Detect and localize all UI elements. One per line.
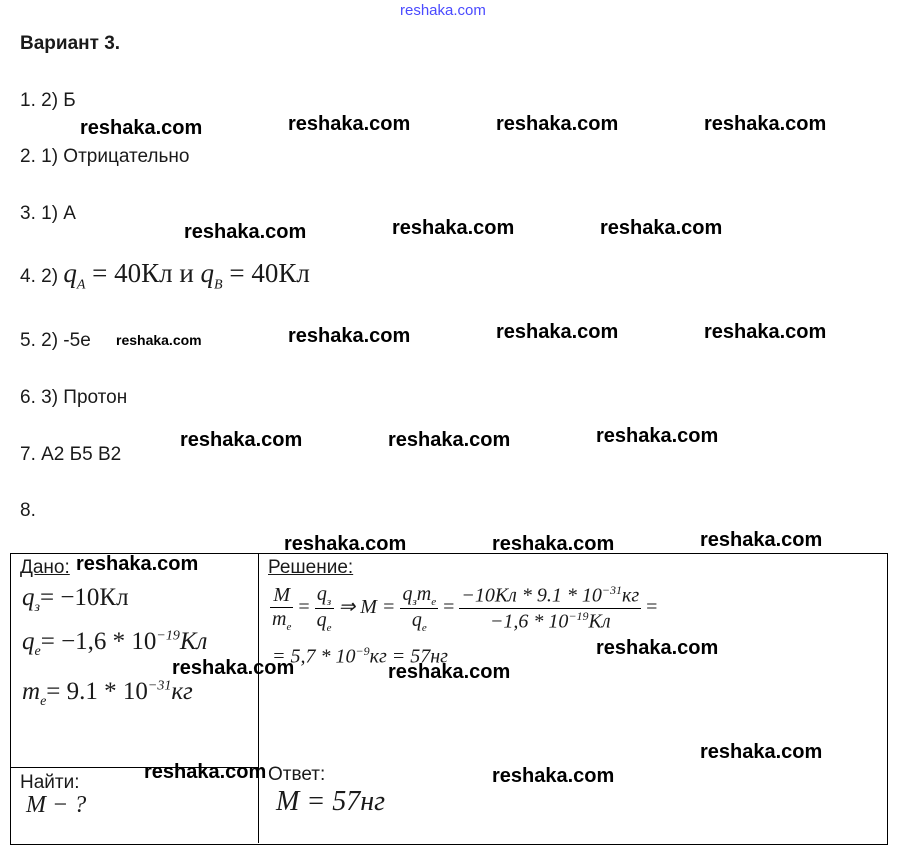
watermark: reshaka.com bbox=[596, 425, 719, 447]
final-answer: M = 57нг bbox=[276, 786, 386, 817]
watermark: reshaka.com bbox=[144, 761, 267, 783]
answer-7: 7. А2 Б5 В2 bbox=[20, 444, 122, 465]
answer-4-formula: $q_A = 40Кл$ и $q_B = 40Кл$ bbox=[63, 258, 310, 293]
watermark: reshaka.com bbox=[388, 429, 511, 451]
watermark: reshaka.com bbox=[184, 221, 307, 243]
given-charge-3: $q_з= -10Кл$ bbox=[22, 584, 129, 615]
watermark: reshaka.com bbox=[180, 429, 303, 451]
watermark: reshaka.com bbox=[600, 217, 723, 239]
watermark: reshaka.com bbox=[700, 741, 823, 763]
watermark: reshaka.com bbox=[116, 332, 202, 348]
answer-6: 6. 3) Протон bbox=[20, 387, 128, 408]
watermark-top: reshaka.com bbox=[400, 2, 486, 19]
answer-4 bbox=[20, 258, 310, 293]
watermark: reshaka.com bbox=[496, 321, 619, 343]
watermark: reshaka.com bbox=[392, 217, 515, 239]
solution-label: Решение: bbox=[268, 557, 354, 578]
page-title: Вариант 3. bbox=[20, 33, 121, 54]
given-electron-charge: $q_e= -1,6 * 10^{-19}Кл$ bbox=[22, 628, 208, 659]
given-label: Дано: bbox=[20, 557, 70, 578]
watermark: reshaka.com bbox=[704, 113, 827, 135]
answer-4-number: 4. 2) bbox=[20, 266, 59, 287]
find-value: M − ? bbox=[26, 792, 87, 818]
given-electron-mass: $m_e= 9.1 * 10^{-31}кг$ bbox=[22, 678, 193, 709]
watermark: reshaka.com bbox=[288, 325, 411, 347]
watermark: reshaka.com bbox=[80, 117, 203, 139]
answer-8: 8. bbox=[20, 500, 36, 521]
watermark: reshaka.com bbox=[284, 533, 407, 555]
watermark: reshaka.com bbox=[596, 637, 719, 659]
answer-2: 2. 1) Отрицательно bbox=[20, 146, 190, 167]
watermark: reshaka.com bbox=[700, 529, 823, 551]
table-divider-vertical bbox=[258, 553, 259, 843]
find-label: Найти: bbox=[20, 772, 80, 793]
watermark: reshaka.com bbox=[288, 113, 411, 135]
answer-label: Ответ: bbox=[268, 764, 326, 785]
answer-3: 3. 1) А bbox=[20, 203, 76, 224]
watermark: reshaka.com bbox=[492, 533, 615, 555]
solution-result: = $5,7 * 10^{-9}кг = 57нг$ bbox=[272, 644, 448, 668]
watermark: reshaka.com bbox=[496, 113, 619, 135]
watermark: reshaka.com bbox=[172, 657, 295, 679]
watermark: reshaka.com bbox=[388, 661, 511, 683]
solution-equation: $\frac{M}{m_e}$ = $\frac{q_з}{q_e}$ ⇒ M = $\frac{q_зm_e}{q_e}$ = $\frac{-10Кл * 9.1 * 10^{-31}кг}{-1,6 * 10^{-19}Кл}$ = bbox=[272, 583, 658, 634]
watermark: reshaka.com bbox=[492, 765, 615, 787]
answer-5: 5. 2) -5e bbox=[20, 330, 91, 351]
answer-1: 1. 2) Б bbox=[20, 90, 76, 111]
watermark: reshaka.com bbox=[704, 321, 827, 343]
watermark: reshaka.com bbox=[76, 553, 199, 575]
